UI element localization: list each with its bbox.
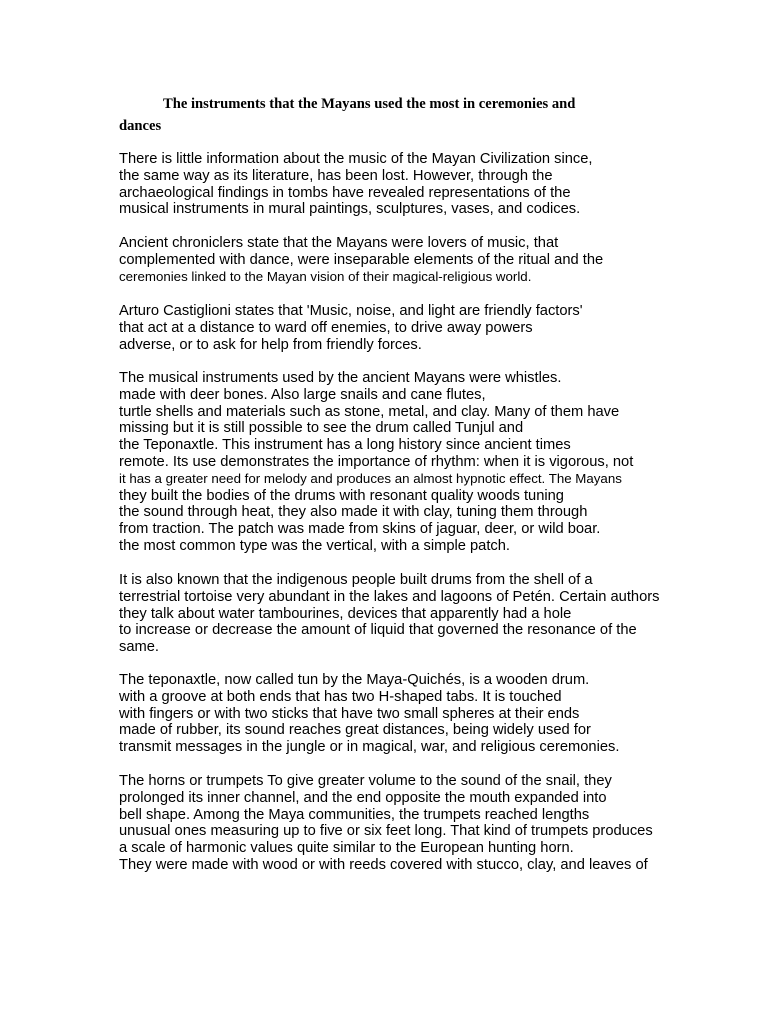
paragraph-line: The horns or trumpets To give greater volume to the sound of the snail, they: [119, 773, 612, 789]
paragraph-line: the same way as its literature, has been lost. However, through the: [119, 167, 553, 184]
paragraph-line: missing but it is still possible to see the drum called Tunjul and: [119, 420, 524, 437]
paragraph-line: ceremonies linked to the Mayan vision of their magical-religious world.: [119, 268, 532, 284]
paragraph-line: the Teponaxtle. This instrument has a long history since ancient times: [119, 437, 571, 454]
paragraph-line: made with deer bones. Also large snails and cane flutes,: [119, 386, 486, 403]
heading-line-2: dances: [119, 118, 162, 134]
heading-line-1: [119, 93, 639, 115]
paragraph-line: archaeological findings in tombs have revealed representations of the: [119, 184, 571, 201]
paragraph-line: made of rubber, its sound reaches great distances, being widely used for: [119, 722, 591, 739]
paragraph-chroniclers: [119, 235, 719, 285]
paragraph-line: bell shape. Among the Maya communities, the trumpets reached lengths: [119, 806, 590, 823]
paragraph-line: The teponaxtle, now called tun by the Maya-Quichés, is a wooden drum.: [119, 672, 590, 688]
paragraph-trumpets: [119, 773, 719, 874]
paragraph-line: transmit messages in the jungle or in magical, war, and religious ceremonies.: [119, 739, 620, 756]
paragraph-instruments: [119, 370, 719, 555]
paragraph-line: with a groove at both ends that has two H-shaped tabs. It is touched: [119, 688, 562, 705]
paragraph-tortoise-drums: [119, 572, 719, 656]
bullet-icon: [119, 93, 163, 115]
paragraph-line: same.: [119, 639, 159, 656]
paragraph-line: adverse, or to ask for help from friendly forces.: [119, 336, 422, 353]
paragraph-line: It is also known that the indigenous people built drums from the shell of a: [119, 572, 593, 588]
paragraph-line: Ancient chroniclers state that the Mayans were lovers of music, that: [119, 235, 559, 251]
paragraph-teponaxtle: [119, 672, 719, 756]
paragraph-line: Arturo Castiglioni states that 'Music, noise, and light are friendly factors': [119, 303, 583, 319]
paragraph-line: terrestrial tortoise very abundant in the lakes and lagoons of Petén. Certain authors: [119, 588, 660, 605]
paragraph-line: remote. Its use demonstrates the importance of rhythm: when it is vigorous, not: [119, 453, 634, 470]
section-heading: [119, 93, 639, 137]
paragraph-line: that act at a distance to ward off enemies, to drive away powers: [119, 319, 533, 336]
paragraph-line: The musical instruments used by the ancient Mayans were whistles.: [119, 370, 562, 386]
paragraph-line: with fingers or with two sticks that have two small spheres at their ends: [119, 705, 580, 722]
paragraph-line: complemented with dance, were inseparable elements of the ritual and the: [119, 251, 604, 268]
paragraph-line: the most common type was the vertical, with a simple patch.: [119, 537, 511, 554]
paragraph-line: There is little information about the music of the Mayan Civilization since,: [119, 151, 593, 167]
paragraph-line: to increase or decrease the amount of liquid that governed the resonance of the: [119, 622, 637, 639]
paragraph-line: They were made with wood or with reeds covered with stucco, clay, and leaves of: [119, 856, 648, 873]
paragraph-line: unusual ones measuring up to five or six feet long. That kind of trumpets produces: [119, 823, 653, 840]
paragraph-line: they built the bodies of the drums with resonant quality woods tuning: [119, 487, 564, 504]
paragraph-line: it has a greater need for melody and produces an almost hypnotic effect. The Mayans: [119, 470, 622, 486]
paragraph-line: the sound through heat, they also made it with clay, tuning them through: [119, 504, 588, 521]
paragraph-line: from traction. The patch was made from skins of jaguar, deer, or wild boar.: [119, 521, 601, 538]
paragraph-intro: [119, 151, 719, 218]
heading-text-1: The instruments that the Mayans used the most in ceremonies and: [163, 96, 576, 112]
paragraph-line: turtle shells and materials such as stone, metal, and clay. Many of them have: [119, 403, 620, 420]
paragraph-line: musical instruments in mural paintings, sculptures, vases, and codices.: [119, 201, 581, 218]
paragraph-castiglioni: [119, 303, 719, 353]
paragraph-line: a scale of harmonic values quite similar to the European hunting horn.: [119, 840, 574, 857]
paragraph-line: they talk about water tambourines, devices that apparently had a hole: [119, 605, 572, 622]
paragraph-line: prolonged its inner channel, and the end opposite the mouth expanded into: [119, 789, 607, 806]
